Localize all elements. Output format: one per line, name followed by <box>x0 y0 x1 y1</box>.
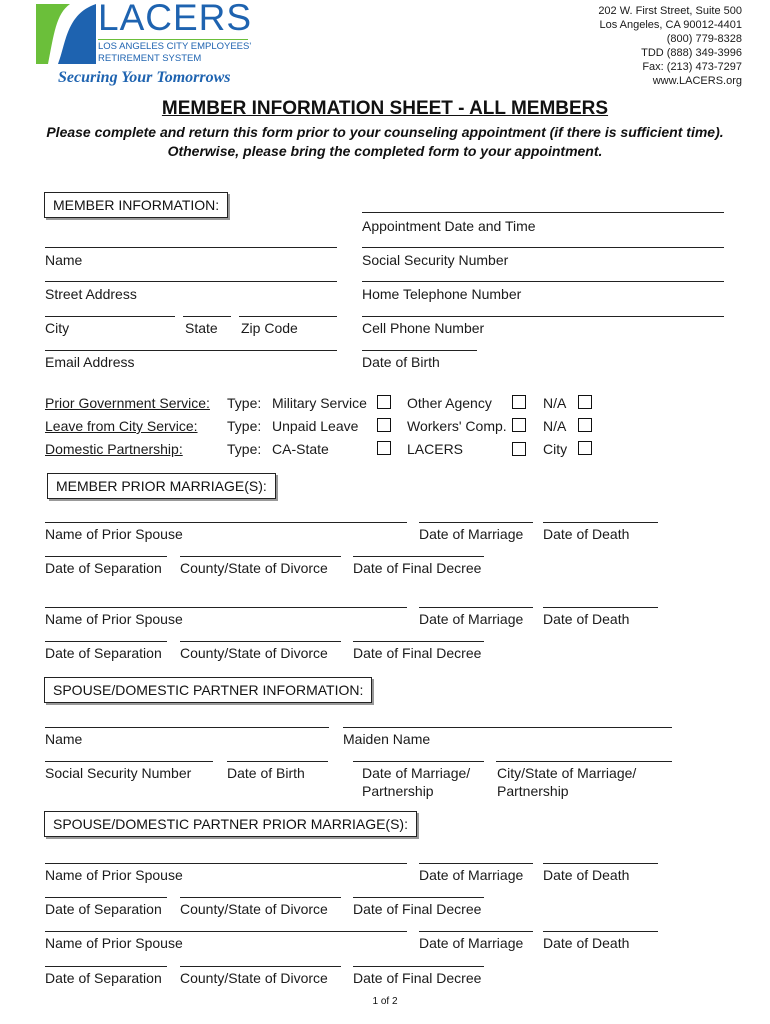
marriage-date-label: Date of Marriage <box>419 611 524 627</box>
option-na: N/A <box>543 418 567 434</box>
spouse-name-label: Name <box>45 731 83 747</box>
option-workers-comp: Workers' Comp. <box>407 418 507 434</box>
tdd-line: TDD (888) 349-3996 <box>641 47 742 59</box>
spouse-ssn-label: Social Security Number <box>45 765 192 781</box>
domestic-partnership-label: Domestic Partnership: <box>45 441 183 457</box>
prior-spouse-name-label: Name of Prior Spouse <box>45 611 183 627</box>
logo-tagline: Securing Your Tomorrows <box>58 69 231 86</box>
final-decree-label: Date of Final Decree <box>353 970 482 986</box>
state-field[interactable] <box>183 316 231 317</box>
military-service-checkbox[interactable] <box>377 395 391 409</box>
separation-date-field[interactable] <box>45 897 167 898</box>
separation-date-field[interactable] <box>45 556 167 557</box>
death-date-field[interactable] <box>543 522 658 523</box>
type-label: Type: <box>227 441 262 457</box>
divorce-place-field[interactable] <box>180 641 341 642</box>
logo-subtitle-1: LOS ANGELES CITY EMPLOYEES' <box>98 41 252 52</box>
type-label: Type: <box>227 395 262 411</box>
death-date-label: Date of Death <box>543 611 630 627</box>
website-link[interactable]: www.LACERS.org <box>652 75 742 87</box>
separation-date-field[interactable] <box>45 966 167 967</box>
marriage-date-field[interactable] <box>419 931 533 932</box>
final-decree-label: Date of Final Decree <box>353 560 482 576</box>
zip-field[interactable] <box>239 316 337 317</box>
instructions-text: Please complete and return this form prior to your counseling appointment (if there is sufficient time). Otherwise, please bring the completed form to your appointment. <box>46 124 724 159</box>
name-label: Name <box>45 252 83 268</box>
cell-phone-label: Cell Phone Number <box>362 320 485 336</box>
section-member-prior-marriage: MEMBER PRIOR MARRIAGE(S): <box>47 473 276 499</box>
option-unpaid-leave: Unpaid Leave <box>272 418 359 434</box>
cell-phone-field[interactable] <box>362 316 724 317</box>
leave-city-service-label: Leave from City Service: <box>45 418 198 434</box>
death-date-label: Date of Death <box>543 526 630 542</box>
section-member-information: MEMBER INFORMATION: <box>44 192 228 218</box>
address-line: Los Angeles, CA 90012-4401 <box>599 19 742 31</box>
spouse-marriage-date-label-2: Partnership <box>362 783 434 799</box>
logo-text: LACERS <box>98 0 253 38</box>
final-decree-field[interactable] <box>353 966 484 967</box>
ssn-field[interactable] <box>362 247 724 248</box>
separation-date-label: Date of Separation <box>45 901 162 917</box>
option-other-agency: Other Agency <box>407 395 492 411</box>
appointment-field[interactable] <box>362 212 724 213</box>
divorce-place-label: County/State of Divorce <box>180 901 328 917</box>
page-number: 1 of 2 <box>372 996 398 1007</box>
ca-state-checkbox[interactable] <box>377 441 391 455</box>
city-field[interactable] <box>45 316 175 317</box>
lacers-checkbox[interactable] <box>512 442 526 456</box>
prior-spouse-name-field[interactable] <box>45 607 407 608</box>
final-decree-field[interactable] <box>353 897 484 898</box>
divorce-place-label: County/State of Divorce <box>180 970 328 986</box>
divorce-place-field[interactable] <box>180 897 341 898</box>
workers-comp-checkbox[interactable] <box>512 418 526 432</box>
home-phone-label: Home Telephone Number <box>362 286 522 302</box>
phone-line: (800) 779-8328 <box>666 33 742 45</box>
prior-gov-service-label: Prior Government Service: <box>45 395 210 411</box>
option-lacers: LACERS <box>407 441 464 457</box>
state-label: State <box>185 320 218 336</box>
spouse-marriage-place-label: City/State of Marriage/ <box>497 765 637 781</box>
spouse-marriage-date-label: Date of Marriage/ <box>362 765 471 781</box>
type-label: Type: <box>227 418 262 434</box>
separation-date-label: Date of Separation <box>45 560 162 576</box>
spouse-marriage-place-field[interactable] <box>496 761 672 762</box>
section-spouse-information: SPOUSE/DOMESTIC PARTNER INFORMATION: <box>44 677 372 703</box>
separation-date-label: Date of Separation <box>45 970 162 986</box>
separation-date-field[interactable] <box>45 641 167 642</box>
address-line: 202 W. First Street, Suite 500 <box>598 5 742 17</box>
option-ca-state: CA-State <box>272 441 329 457</box>
option-city: City <box>543 441 568 457</box>
prior-spouse-name-field[interactable] <box>45 522 407 523</box>
appointment-label: Appointment Date and Time <box>362 218 536 234</box>
city-checkbox[interactable] <box>578 441 592 455</box>
section-spouse-prior-marriage: SPOUSE/DOMESTIC PARTNER PRIOR MARRIAGE(S): <box>44 811 417 837</box>
divorce-place-field[interactable] <box>180 966 341 967</box>
street-label: Street Address <box>45 286 137 302</box>
divorce-place-field[interactable] <box>180 556 341 557</box>
spouse-dob-label: Date of Birth <box>227 765 305 781</box>
email-label: Email Address <box>45 354 135 370</box>
page-title: MEMBER INFORMATION SHEET - ALL MEMBERS <box>161 98 609 119</box>
logo-mark-icon <box>36 4 96 64</box>
death-date-field[interactable] <box>543 607 658 608</box>
prior-spouse-name-label: Name of Prior Spouse <box>45 867 183 883</box>
death-date-label: Date of Death <box>543 867 630 883</box>
death-date-label: Date of Death <box>543 935 630 951</box>
final-decree-label: Date of Final Decree <box>353 645 482 661</box>
death-date-field[interactable] <box>543 931 658 932</box>
marriage-date-label: Date of Marriage <box>419 867 524 883</box>
spouse-marriage-place-label-2: Partnership <box>497 783 569 799</box>
spouse-marriage-date-field[interactable] <box>353 761 484 762</box>
final-decree-label: Date of Final Decree <box>353 901 482 917</box>
contact-address-block <box>598 4 742 88</box>
death-date-field[interactable] <box>543 863 658 864</box>
logo-divider <box>98 39 248 40</box>
divorce-place-label: County/State of Divorce <box>180 645 328 661</box>
zip-label: Zip Code <box>241 320 298 336</box>
city-label: City <box>45 320 70 336</box>
spouse-dob-field[interactable] <box>227 761 328 762</box>
option-military-service: Military Service <box>272 395 367 411</box>
prior-spouse-name-field[interactable] <box>45 931 407 932</box>
lacers-logo <box>36 0 253 94</box>
dob-field[interactable] <box>362 350 477 351</box>
marriage-date-field[interactable] <box>419 607 533 608</box>
email-field[interactable] <box>45 350 337 351</box>
separation-date-label: Date of Separation <box>45 645 162 661</box>
marriage-date-field[interactable] <box>419 522 533 523</box>
marriage-date-label: Date of Marriage <box>419 935 524 951</box>
home-phone-field[interactable] <box>362 281 724 282</box>
option-na: N/A <box>543 395 567 411</box>
logo-subtitle-2: RETIREMENT SYSTEM <box>98 53 202 64</box>
street-field[interactable] <box>45 281 337 282</box>
marriage-date-label: Date of Marriage <box>419 526 524 542</box>
prior-spouse-name-field[interactable] <box>45 863 407 864</box>
marriage-date-field[interactable] <box>419 863 533 864</box>
prior-service-na-checkbox[interactable] <box>578 395 592 409</box>
other-agency-checkbox[interactable] <box>512 395 526 409</box>
name-field[interactable] <box>45 247 337 248</box>
spouse-ssn-field[interactable] <box>45 761 213 762</box>
fax-line: Fax: (213) 473-7297 <box>642 61 742 73</box>
prior-spouse-name-label: Name of Prior Spouse <box>45 935 183 951</box>
final-decree-field[interactable] <box>353 556 484 557</box>
final-decree-field[interactable] <box>353 641 484 642</box>
dob-label: Date of Birth <box>362 354 440 370</box>
ssn-label: Social Security Number <box>362 252 509 268</box>
maiden-name-field[interactable] <box>343 727 672 728</box>
divorce-place-label: County/State of Divorce <box>180 560 328 576</box>
maiden-name-label: Maiden Name <box>343 731 431 747</box>
spouse-name-field[interactable] <box>45 727 329 728</box>
unpaid-leave-checkbox[interactable] <box>377 418 391 432</box>
leave-na-checkbox[interactable] <box>578 418 592 432</box>
prior-spouse-name-label: Name of Prior Spouse <box>45 526 183 542</box>
